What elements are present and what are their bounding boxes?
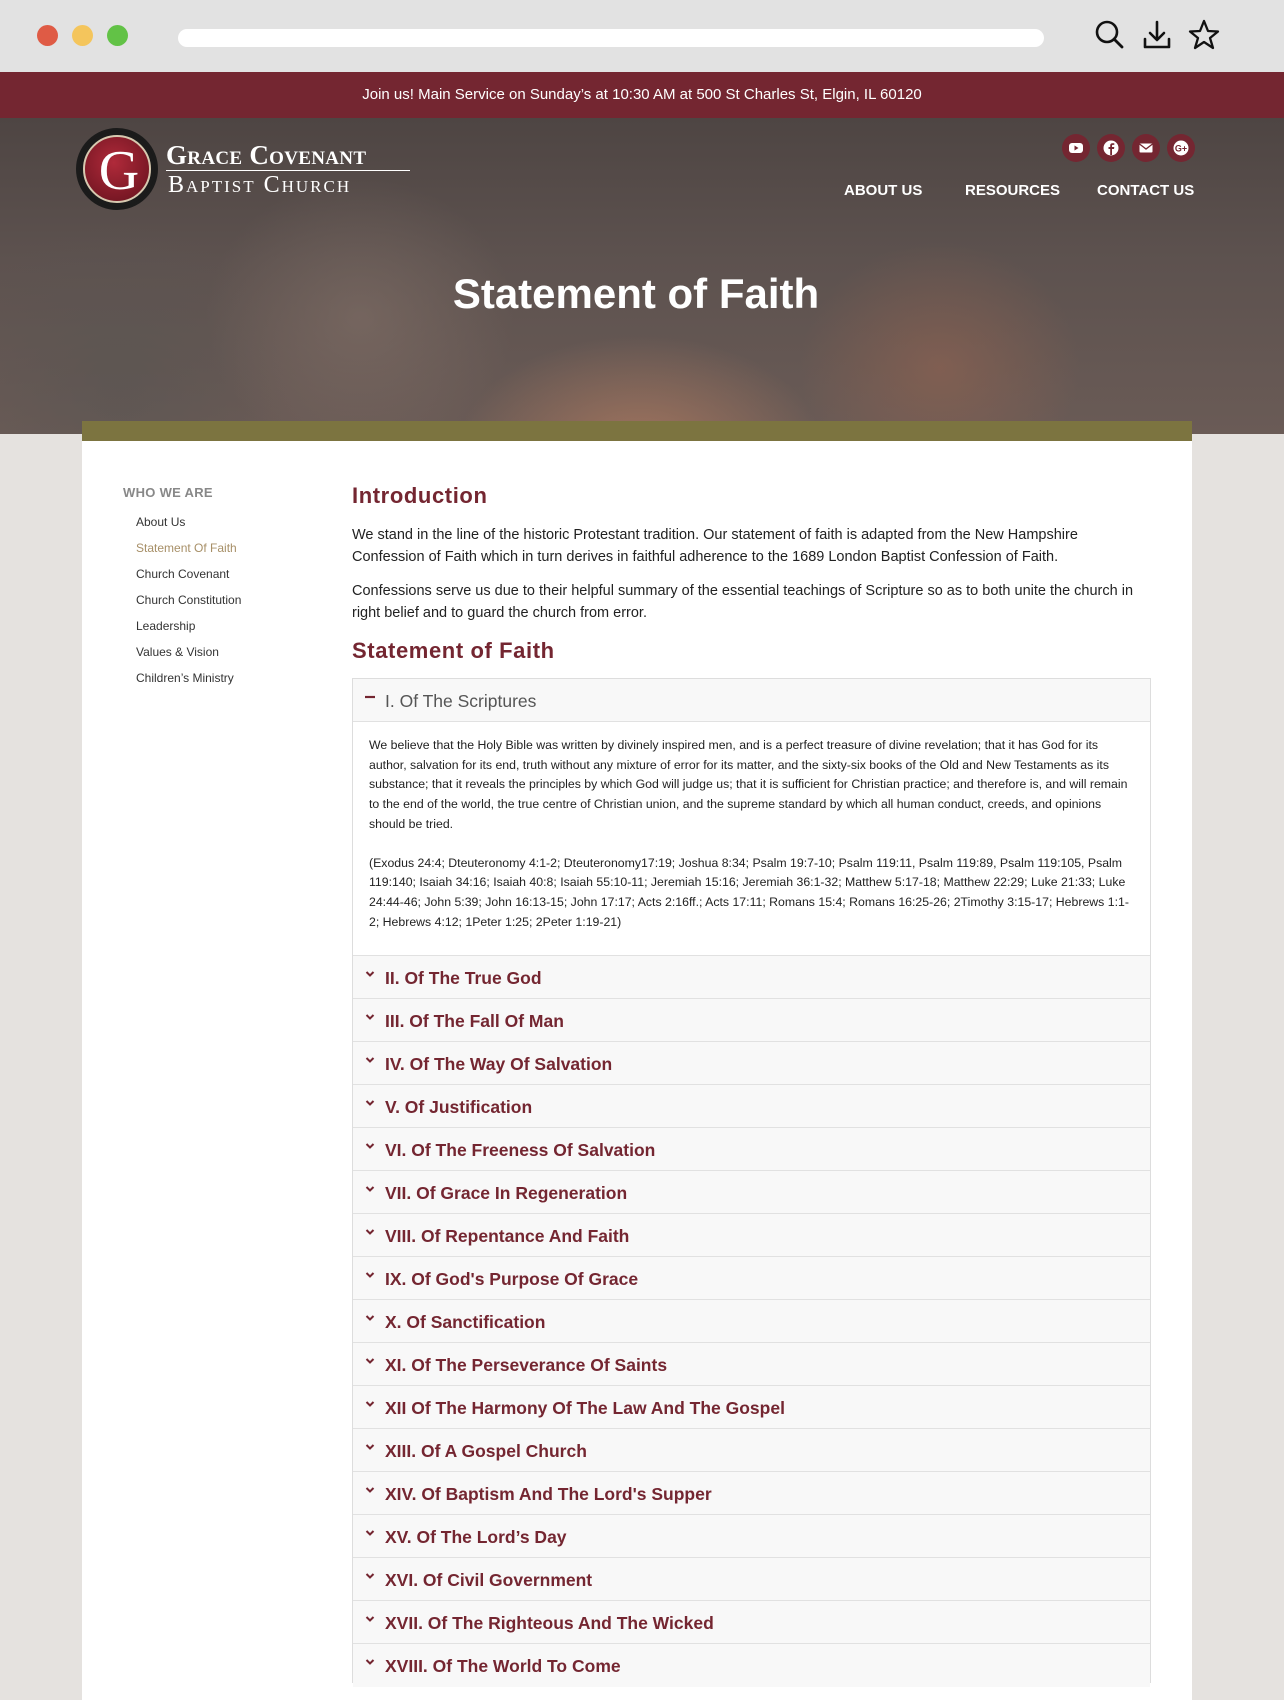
logo-seal-letter: G [98,140,140,202]
accordion-label: VII. Of Grace In Regeneration [385,1183,628,1203]
page-title: Statement of Faith [452,270,820,317]
chevron-down-icon [363,1612,377,1626]
accordion-label: X. Of Sanctification [385,1312,546,1332]
chevron-down-icon [363,1655,377,1669]
logo-subtitle: Baptist Church [168,172,352,198]
chevron-down-icon [363,1311,377,1325]
chevron-down-icon [363,1225,377,1239]
browser-toolbar [0,0,1284,72]
accordion-label: VI. Of The Freeness Of Salvation [385,1140,656,1160]
accordion-item-7[interactable] [353,1171,1150,1214]
sidebar-item-values-vision[interactable]: Values & Vision [136,645,219,659]
chevron-down-icon [363,1268,377,1282]
star-icon[interactable] [1187,18,1221,52]
accordion-item-14[interactable] [353,1472,1150,1515]
accordion-item-13[interactable] [353,1429,1150,1472]
accordion-item-16[interactable] [353,1558,1150,1601]
maximize-window-button[interactable] [107,25,128,46]
search-icon[interactable] [1092,18,1126,52]
accordion-label: XVI. Of Civil Government [385,1570,593,1590]
chevron-down-icon [363,1397,377,1411]
accordion-item-18[interactable] [353,1644,1150,1687]
chevron-down-icon [363,1354,377,1368]
accordion-item-6[interactable] [353,1128,1150,1171]
chevron-down-icon [363,1182,377,1196]
chevron-down-icon [363,1096,377,1110]
accordion-item-11[interactable] [353,1343,1150,1386]
accordion-label: V. Of Justification [385,1097,533,1117]
chevron-down-icon [363,1483,377,1497]
accordion-label: IX. Of God's Purpose Of Grace [385,1269,639,1289]
statement-accordion [352,678,1151,1683]
accordion-item-8[interactable] [353,1214,1150,1257]
accent-strip [82,421,1192,441]
accordion-label: XII Of The Harmony Of The Law And The Gospel [385,1398,785,1418]
youtube-icon[interactable] [1062,134,1090,162]
accordion-item-12[interactable] [353,1386,1150,1429]
accordion-item-1[interactable] [353,679,1150,722]
accordion-label: XVII. Of The Righteous And The Wicked [385,1613,714,1633]
accordion-label: XV. Of The Lord’s Day [385,1527,567,1547]
chevron-down-icon [363,1139,377,1153]
accordion-label: XVIII. Of The World To Come [385,1656,621,1676]
scriptures-references: (Exodus 24:4; Dteuteronomy 4:1-2; Dteuteronomy17:19; Joshua 8:34; Psalm 19:7-10; Psalm 119:11, Psalm 119:89, Psalm 119:105, Psalm 119:140; Isaiah 34:16; Isaiah 40:8; Isaiah 55:10-11; Jeremiah 15:16; Jeremiah 36:1-32; Matthew 5:17-18; Matthew 22:29; Luke 21:33; Luke 24:44-46; John 5:39; John 16:13-15; John 17:17; Acts 2:16ff.; Acts 17:11; Romans 15:4; Romans 16:25-26; 2Timothy 3:15-17; Hebrews 1:1-2; Hebrews 4:12; 1Peter 1:25; 2Peter 1:19-21) [369,855,1129,929]
close-window-button[interactable] [37,25,58,46]
chevron-down-icon [363,967,377,981]
logo-seal [76,128,158,210]
sidebar-item-leadership[interactable]: Leadership [136,619,196,633]
sidebar-item-childrens-ministry[interactable]: Children’s Ministry [136,671,234,685]
sidebar-item-statement-of-faith[interactable]: Statement Of Faith [136,541,237,555]
accordion-label: VIII. Of Repentance And Faith [385,1226,630,1246]
nav-contact-us[interactable]: CONTACT US [1097,182,1195,199]
intro-heading: Introduction [352,483,488,508]
intro-paragraph-1: We stand in the line of the historic Protestant tradition. Our statement of faith is adapted from the New Hampshire Confession of Faith which in turn derives in faithful adherence to the 1689 London Baptist Confession of Faith. [352,527,1078,565]
accordion-item-15[interactable] [353,1515,1150,1558]
accordion-label: IV. Of The Way Of Salvation [385,1054,613,1074]
logo-title: Grace Covenant [166,140,367,170]
content-card [82,441,1192,1700]
sidebar-heading: WHO WE ARE [123,485,213,500]
scriptures-text: We believe that the Holy Bible was written by divinely inspired men, and is a perfect treasure of divine revelation; that it has God for its author, salvation for its end, truth without any mixture of error for its matter, and the sixty-six books of the Old and New Testaments as its substance; that it reveals the principles by which God will judge us; that it is sufficient for Christian practice; and therefore is, and will remain to the end of the world, the true centre of Christian union, and the supreme standard by which all human conduct, creeds, and opinions should be tried. [369,738,1128,831]
accordion-label: XIII. Of A Gospel Church [385,1441,587,1461]
accordion-label: XI. Of The Perseverance Of Saints [385,1355,668,1375]
address-bar[interactable] [178,29,1044,47]
accordion-item-3[interactable] [353,999,1150,1042]
svg-text:G+: G+ [1174,143,1188,154]
minimize-window-button[interactable] [72,25,93,46]
announcement-bar: Join us! Main Service on Sunday’s at 10:30 AM at 500 St Charles St, Elgin, IL 60120 [0,72,1284,118]
sidebar-item-church-covenant[interactable]: Church Covenant [136,567,230,581]
accordion-label: II. Of The True God [385,968,542,988]
statement-heading: Statement of Faith [352,638,555,663]
facebook-icon[interactable] [1097,134,1125,162]
sidebar-item-about-us[interactable]: About Us [136,515,186,529]
intro-paragraph-2: Confessions serve us due to their helpful summary of the essential teachings of Scripture so as to both unite the church in right belief and to guard the church from error. [352,583,1134,621]
chevron-down-icon [363,1053,377,1067]
accordion-label: XIV. Of Baptism And The Lord's Supper [385,1484,712,1504]
accordion-label: III. Of The Fall Of Man [385,1011,564,1031]
nav-resources[interactable]: RESOURCES [965,182,1061,199]
google-plus-icon[interactable] [1167,134,1195,162]
accordion-panel-1 [353,722,1150,956]
accordion-item-2[interactable] [353,956,1150,999]
chevron-down-icon [363,1010,377,1024]
accordion-label: I. Of The Scriptures [385,691,537,711]
chevron-down-icon [363,1526,377,1540]
chevron-down-icon [363,1440,377,1454]
accordion-item-10[interactable] [353,1300,1150,1343]
download-icon[interactable] [1140,18,1174,52]
sidebar-item-church-constitution[interactable]: Church Constitution [136,593,242,607]
accordion-item-17[interactable] [353,1601,1150,1644]
minus-icon [363,690,377,704]
nav-about-us[interactable]: ABOUT US [844,182,923,199]
accordion-item-5[interactable] [353,1085,1150,1128]
accordion-item-9[interactable] [353,1257,1150,1300]
logo-divider [166,170,410,171]
site-logo[interactable] [76,128,416,214]
chevron-down-icon [363,1569,377,1583]
accordion-item-4[interactable] [353,1042,1150,1085]
email-icon[interactable] [1132,134,1160,162]
hero-banner [0,118,1284,434]
